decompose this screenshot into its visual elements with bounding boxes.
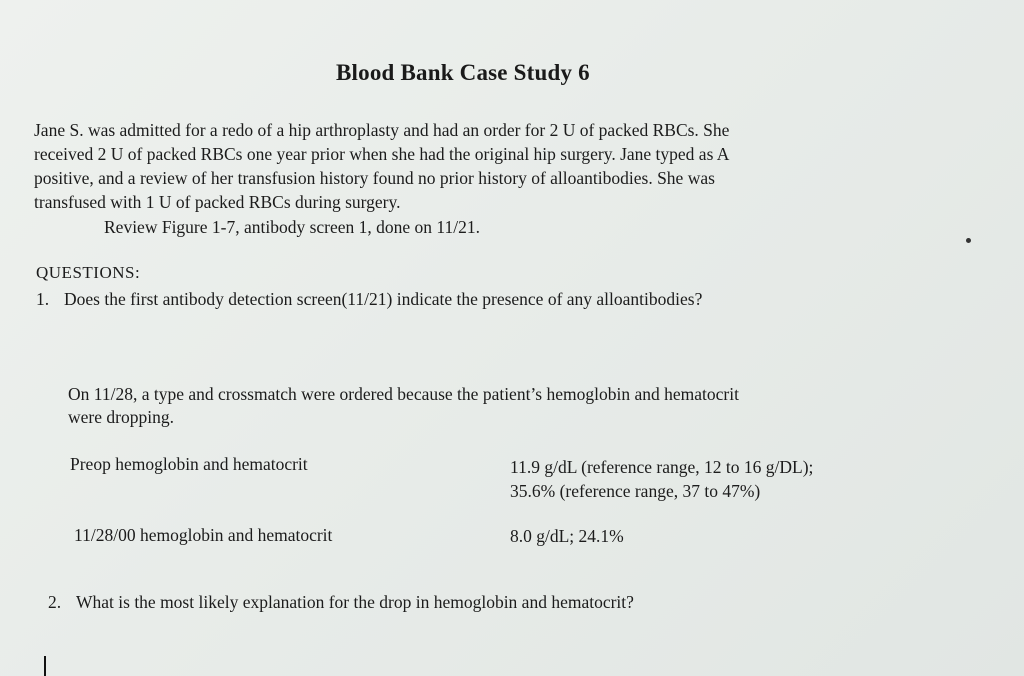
case-paragraph-line: received 2 U of packed RBCs one year prior when she had the original hip surgery. Jane typed as A	[34, 144, 730, 164]
case-paragraph-line: transfused with 1 U of packed RBCs during surgery.	[34, 192, 401, 212]
case-paragraph-line: Jane S. was admitted for a redo of a hip arthroplasty and had an order for 2 U of packed RBCs. She	[34, 120, 730, 140]
preop-lab-label: Preop hemoglobin and hematocrit	[70, 454, 308, 474]
question-number: 2.	[48, 592, 62, 612]
page-title: Blood Bank Case Study 6	[336, 60, 590, 85]
question-number: 1.	[36, 289, 50, 309]
question-text: Does the first antibody detection screen(11/21) indicate the presence of any alloantibodies?	[64, 289, 703, 309]
pen-mark	[44, 656, 46, 676]
followup-lab-value: 8.0 g/dL; 24.1%	[510, 526, 624, 546]
followup-lab-label: 11/28/00 hemoglobin and hematocrit	[74, 525, 333, 545]
preop-lab-value	[510, 455, 813, 503]
case-paragraph-line: positive, and a review of her transfusion history found no prior history of alloantibodies. She was	[34, 168, 715, 188]
questions-heading: QUESTIONS:	[36, 263, 141, 282]
question-1	[36, 289, 702, 310]
crossmatch-note-line: On 11/28, a type and crossmatch were ordered because the patient’s hemoglobin and hematocrit	[68, 384, 739, 404]
dust-speck	[966, 238, 971, 243]
question-2	[48, 592, 634, 613]
crossmatch-note-line: were dropping.	[68, 407, 174, 427]
preop-value-line: 35.6% (reference range, 37 to 47%)	[510, 481, 761, 501]
review-instruction: Review Figure 1-7, antibody screen 1, done on 11/21.	[104, 217, 481, 237]
question-text: What is the most likely explanation for the drop in hemoglobin and hematocrit?	[76, 592, 634, 612]
preop-value-line: 11.9 g/dL (reference range, 12 to 16 g/DL);	[510, 457, 814, 477]
